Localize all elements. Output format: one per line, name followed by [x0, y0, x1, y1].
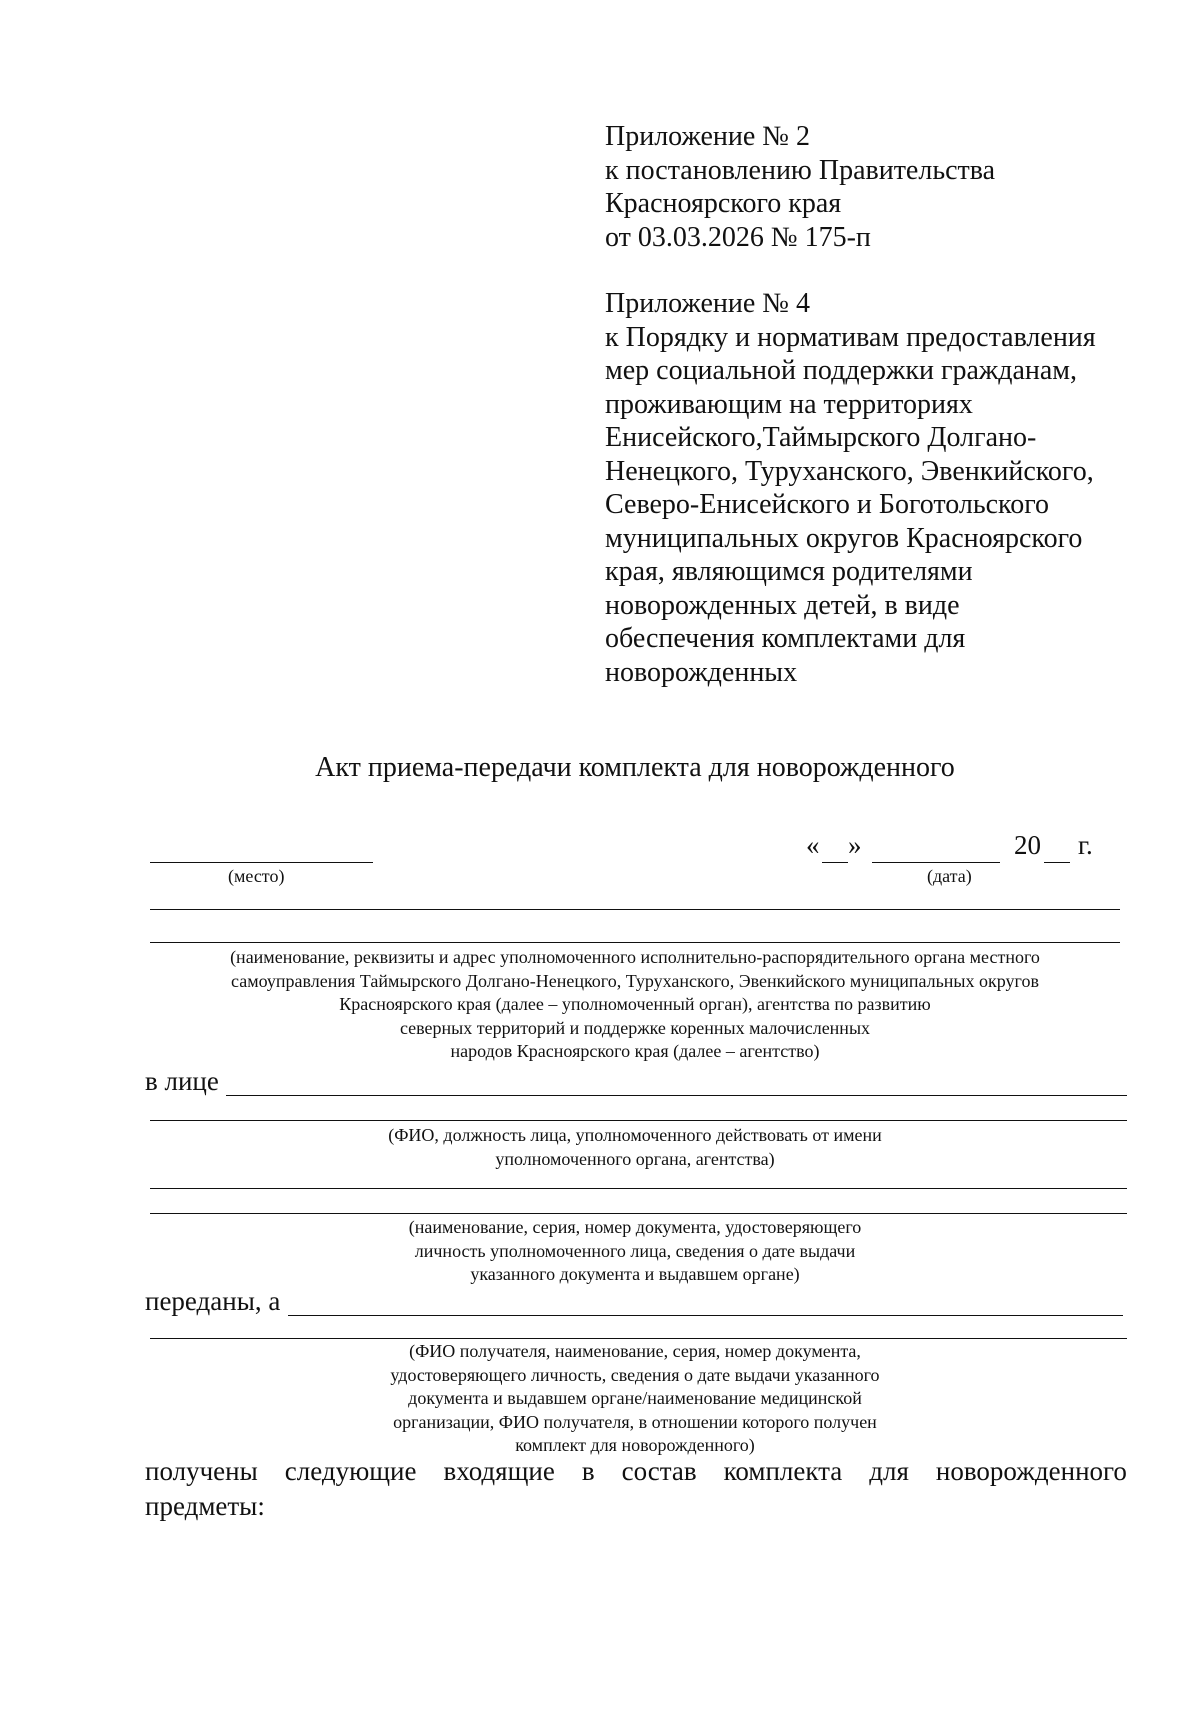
final-text-line — [145, 1456, 1127, 1487]
final-text-word: получены — [145, 1456, 258, 1486]
annex-2-line: от 03.03.2026 № 175-п — [605, 221, 871, 253]
year-prefix: 20 — [1014, 830, 1041, 860]
peredany-field-line[interactable] — [288, 1315, 1123, 1316]
recipient-caption-line: комплект для новорожденного) — [515, 1435, 755, 1455]
place-field-line[interactable] — [150, 862, 373, 863]
organ-caption-line: Красноярского края (далее – уполномоченный орган), агентства по развитию — [339, 994, 931, 1014]
person-caption-line: (ФИО, должность лица, уполномоченного действовать от имени — [388, 1125, 882, 1145]
annex-4-line: края, являющимся родителями — [605, 556, 973, 587]
annex-4-line: Енисейского,Таймырского Долгано- — [605, 422, 1037, 453]
organ-caption-line: северных территорий и поддержке коренных малочисленных — [399, 1017, 871, 1038]
person-field-line[interactable] — [150, 1120, 1127, 1121]
annex-4-line: новорожденных детей, в виде — [605, 589, 960, 621]
recipient-caption-line: удостоверяющего личность, сведения о дате выдачи указанного — [390, 1364, 880, 1385]
document-caption-line: (наименование, серия, номер документа, удостоверяющего — [408, 1217, 862, 1237]
annex-2-line: Приложение № 2 — [605, 121, 810, 152]
recipient-field-line[interactable] — [150, 1338, 1127, 1339]
organ-caption-line: (наименование, реквизиты и адрес уполномоченного исполнительно-распорядительного органа местного — [230, 947, 1040, 967]
final-text-word: в — [581, 1456, 595, 1486]
organ-caption-line: самоуправления Таймырского Долгано-Ненецкого, Туруханского, Эвенкийского муниципальных округов — [231, 970, 1039, 991]
document-caption-line: указанного документа и выдавшем органе) — [470, 1264, 800, 1284]
final-text-word: для — [869, 1456, 909, 1486]
recipient-caption-line: организации, ФИО получателя, в отношении которого получен — [393, 1411, 877, 1432]
annex-2-block — [605, 120, 995, 254]
recipient-caption — [0, 1340, 1200, 1458]
v-litse-label: в лице — [145, 1066, 219, 1096]
organ-caption — [0, 946, 1200, 1064]
date-quote-close: » — [848, 830, 862, 860]
annex-2-line: Красноярского края — [605, 188, 842, 219]
final-text-word: комплекта — [723, 1456, 843, 1486]
annex-2-line: к постановлению Правительства — [605, 154, 996, 186]
final-text-last-line: предметы: — [145, 1491, 265, 1521]
document-caption-line: личность уполномоченного лица, сведения о дате выдачи — [414, 1240, 856, 1261]
annex-4-line: муниципальных округов Красноярского — [605, 522, 1083, 554]
annex-4-line: новорожденных — [605, 656, 798, 688]
peredany-label: переданы, а — [145, 1286, 281, 1316]
annex-4-block — [605, 287, 1096, 689]
document-caption — [0, 1216, 1200, 1287]
organ-caption-line: народов Красноярского края (далее – агентство) — [450, 1041, 820, 1061]
final-text-word: новорожденного — [935, 1456, 1127, 1486]
annex-4-line: Ненецкого, Туруханского, Эвенкийского, — [605, 455, 1094, 487]
organ-field-line[interactable] — [150, 942, 1120, 943]
annex-4-line: мер социальной поддержки гражданам, — [605, 355, 1078, 386]
date-quote-open: « — [806, 830, 820, 860]
annex-4-line: к Порядку и нормативам предоставления — [605, 321, 1096, 353]
annex-4-line: Приложение № 4 — [605, 288, 810, 319]
document-field-line[interactable] — [150, 1188, 1127, 1189]
annex-4-line: обеспечения комплектами для — [605, 623, 966, 654]
year-suffix: г. — [1078, 830, 1093, 860]
final-text-word: входящие — [443, 1456, 555, 1486]
year-field-line[interactable] — [1044, 862, 1070, 863]
document-field-line[interactable] — [150, 1213, 1127, 1214]
annex-4-line: проживающим на территориях — [605, 388, 973, 420]
month-field-line[interactable] — [872, 862, 1000, 863]
recipient-caption-line: документа и выдавшем органе/наименование медицинской — [408, 1388, 862, 1408]
person-caption — [0, 1124, 1200, 1171]
organ-field-line[interactable] — [150, 909, 1120, 910]
date-caption: (дата) — [927, 866, 972, 886]
day-field-line[interactable] — [822, 862, 848, 863]
act-title: Акт приема-передачи комплекта для новорожденного — [315, 752, 955, 783]
v-litse-field-line[interactable] — [226, 1095, 1127, 1096]
person-caption-line: уполномоченного органа, агентства) — [495, 1148, 775, 1169]
final-text-word: состав — [621, 1456, 697, 1486]
place-caption: (место) — [228, 866, 285, 886]
final-text-word: следующие — [284, 1456, 417, 1486]
recipient-caption-line: (ФИО получателя, наименование, серия, номер документа, — [409, 1341, 861, 1361]
annex-4-line: Северо-Енисейского и Боготольского — [605, 489, 1050, 520]
